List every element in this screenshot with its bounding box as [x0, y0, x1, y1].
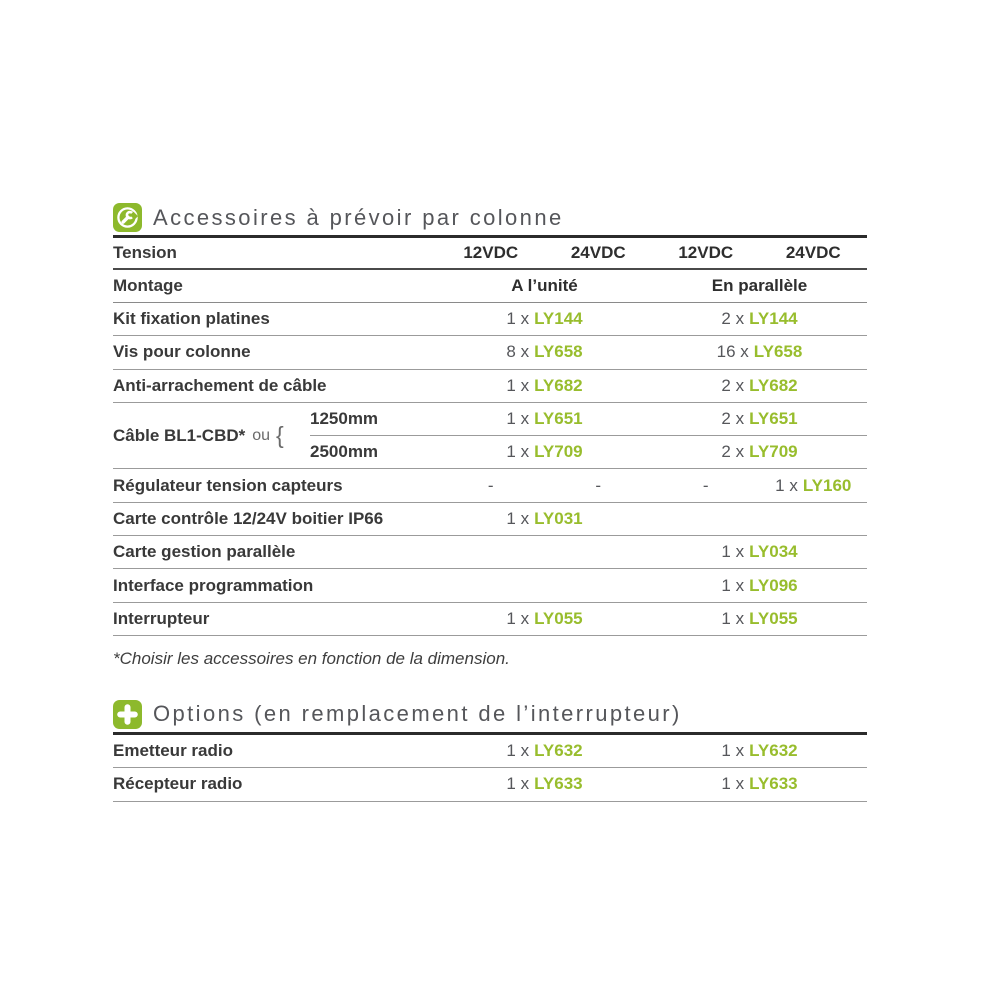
empty-dash-cell: - [702, 475, 709, 495]
row-label-text: Câble BL1-CBD* [113, 425, 246, 445]
cable-length-label: 2500mm [310, 442, 379, 462]
voltage-column-header: 24VDC [785, 243, 841, 262]
quantity-part-cell [652, 768, 867, 800]
table-row [113, 503, 867, 536]
part-number: LY055 [534, 608, 583, 628]
montage-label: Montage [113, 276, 183, 295]
quantity-part-cell [437, 768, 652, 800]
row-values [437, 768, 867, 800]
cable-length-label: 1250mm [310, 408, 379, 428]
part-number: LY034 [749, 542, 798, 562]
quantity-part-cell [437, 403, 652, 435]
quantity: 1 x [721, 575, 745, 595]
accessories-table [113, 235, 867, 636]
part-number: LY709 [749, 442, 798, 462]
empty-dash-cell: - [595, 475, 602, 495]
row-values [437, 536, 867, 568]
quantity: 1 x [721, 774, 745, 794]
row-label: Interface programmation [113, 575, 314, 595]
wrench-icon [113, 203, 142, 232]
quantity-part-cell [437, 303, 652, 335]
row-label: Récepteur radio [113, 774, 243, 794]
quantity: 1 x [506, 375, 530, 395]
content-area [113, 202, 867, 802]
quantity: 1 x [506, 408, 530, 428]
quantity-part-cell [437, 436, 652, 469]
quantity-part-cell [652, 370, 867, 402]
part-number: LY709 [534, 442, 583, 462]
quantity: 1 x [506, 442, 530, 462]
accessories-section-header [113, 202, 867, 233]
part-number: LY160 [802, 475, 852, 495]
part-number: LY682 [534, 375, 583, 395]
part-number: LY651 [749, 408, 798, 428]
options-section-title: Options (en remplacement de l’interrupteur) [153, 701, 682, 727]
row-values [437, 370, 867, 402]
quantity-part-cell [652, 303, 867, 335]
part-number: LY682 [749, 375, 798, 395]
row-values [437, 436, 867, 469]
table-row [113, 469, 867, 502]
row-values [437, 303, 867, 335]
brace-glyph: { [276, 422, 284, 449]
table-row [113, 536, 867, 569]
voltage-column-header: 12VDC [463, 243, 519, 262]
voltage-column-header: 12VDC [678, 243, 734, 262]
cable-subrow [310, 403, 867, 436]
part-number: LY633 [749, 774, 798, 794]
part-number: LY144 [534, 309, 583, 329]
row-values [437, 403, 867, 435]
table-row [113, 370, 867, 403]
quantity: 2 x [721, 408, 745, 428]
row-label: Régulateur tension capteurs [113, 475, 343, 495]
quantity: 1 x [506, 774, 530, 794]
quantity-part-cell [437, 336, 652, 368]
row-label: Anti-arrachement de câble [113, 375, 327, 395]
table-row [113, 735, 867, 768]
row-values [437, 603, 867, 635]
row-label: Carte contrôle 12/24V boitier IP66 [113, 508, 384, 528]
options-section-header [113, 699, 867, 730]
part-number: LY055 [749, 608, 798, 628]
quantity: 2 x [721, 375, 745, 395]
tension-values [437, 238, 867, 268]
cable-subrow [310, 436, 867, 469]
quantity: 1 x [506, 741, 530, 761]
quantity: 1 x [775, 475, 798, 495]
row-label-connector: ou [252, 426, 271, 444]
quantity-part-cell [437, 370, 652, 402]
row-label [113, 403, 310, 469]
options-table [113, 732, 867, 802]
quantity: 1 x [506, 508, 530, 528]
empty-dash-cell: - [487, 475, 494, 495]
row-values [437, 569, 867, 601]
quantity-part-cell [652, 436, 867, 469]
footnote: *Choisir les accessoires en fonction de la dimension. [113, 648, 510, 668]
quantity: 1 x [721, 542, 745, 562]
quantity-part-cell [652, 336, 867, 368]
row-values [437, 336, 867, 368]
row-values [437, 469, 867, 501]
part-number: LY031 [534, 508, 583, 528]
part-number: LY144 [749, 309, 798, 329]
quantity: 1 x [721, 608, 745, 628]
row-label: Kit fixation platines [113, 309, 270, 329]
accessories-section-title: Accessoires à prévoir par colonne [153, 204, 564, 230]
quantity-part-cell [437, 503, 652, 535]
quantity-part-cell [652, 403, 867, 435]
plus-icon [113, 700, 142, 729]
montage-values [437, 270, 867, 302]
quantity-part-cell [652, 735, 867, 767]
quantity-part-cell [437, 603, 652, 635]
row-label: Vis pour colonne [113, 342, 251, 362]
quantity-part-cell [652, 603, 867, 635]
quantity-part-cell [437, 735, 652, 767]
cable-subrows [310, 403, 867, 469]
part-number: LY096 [749, 575, 798, 595]
row-label: Carte gestion parallèle [113, 542, 296, 562]
table-row [113, 603, 867, 636]
part-number: LY632 [534, 741, 583, 761]
row-values [437, 735, 867, 767]
quantity: 1 x [506, 608, 530, 628]
quantity: 1 x [506, 309, 530, 329]
row-label: Emetteur radio [113, 741, 233, 761]
part-number: LY658 [534, 342, 583, 362]
part-number: LY632 [749, 741, 798, 761]
table-row [113, 303, 867, 336]
tension-header-row [113, 238, 867, 270]
quantity-part-cell [652, 569, 867, 601]
table-row [113, 336, 867, 369]
row-values [437, 503, 867, 535]
quantity: 2 x [721, 309, 745, 329]
row-label: Interrupteur [113, 608, 210, 628]
quantity-part-cell [652, 536, 867, 568]
quantity: 8 x [506, 342, 530, 362]
quantity: 16 x [716, 342, 749, 362]
table-row [113, 569, 867, 602]
voltage-column-header: 24VDC [570, 243, 626, 262]
part-number: LY658 [753, 342, 803, 362]
montage-group-header: En parallèle [711, 276, 808, 295]
montage-header-row [113, 270, 867, 303]
part-number: LY651 [534, 408, 583, 428]
quantity: 1 x [721, 741, 745, 761]
quantity: 2 x [721, 442, 745, 462]
cable-choice-row [113, 403, 867, 470]
part-number: LY633 [534, 774, 583, 794]
table-row [113, 768, 867, 801]
quantity-part-cell [760, 469, 868, 501]
tension-label: Tension [113, 243, 177, 262]
montage-group-header: A l’unité [511, 276, 578, 295]
